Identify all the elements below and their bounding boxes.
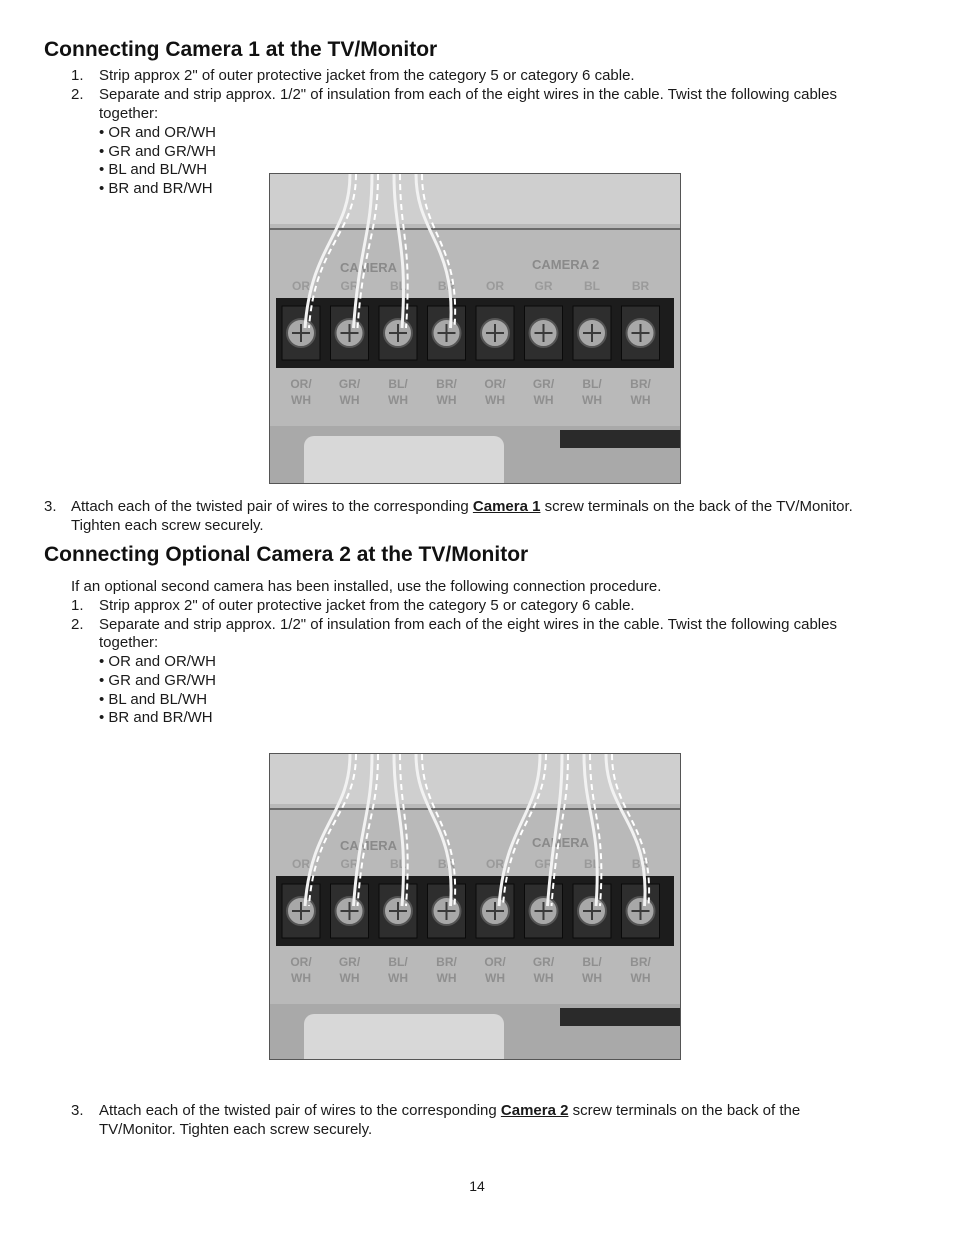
camera-2-group-label: CAMERA (532, 835, 590, 850)
terminal-bottom-label: WH (485, 971, 505, 985)
housing-cover (304, 1014, 504, 1059)
terminal-bottom-label: BL/ (582, 955, 602, 969)
terminal-top-label: GR (340, 857, 359, 871)
terminal-bottom-label: BR/ (630, 377, 651, 391)
terminal-bottom-label: WH (388, 393, 408, 407)
camera-1-emphasis: Camera 1 (472, 498, 541, 515)
terminal-bottom-label: BR/ (630, 955, 651, 969)
step-3-text: Attach each of the twisted pair of wires to the corresponding Camera 1 screw terminals on the back of the TV/Monitor. (71, 498, 853, 515)
camera-1-group-label: CAMERA (340, 260, 398, 275)
terminal-top-label: OR (486, 857, 504, 871)
step-1-number: 1. (71, 67, 84, 84)
terminal-bottom-label: BR/ (436, 955, 457, 969)
terminal-photo-camera-2 (269, 753, 681, 1060)
terminal-top-label: BR (631, 857, 650, 871)
terminal-bottom-label: OR/ (290, 955, 312, 969)
panel-upper-area (270, 754, 680, 804)
step-2-text-cont: together: (99, 105, 159, 122)
terminal-bottom-label: WH (582, 393, 602, 407)
camera-2-emphasis: Camera 2 (500, 1102, 569, 1119)
terminal-bottom-label: OR/ (290, 377, 312, 391)
step-2-text: Separate and strip approx. 1/2" of insulation from each of the eight wires in the cable. Twist the following cables (99, 86, 837, 103)
terminal-top-label: GR (534, 279, 553, 293)
panel-upper-area (270, 174, 680, 224)
terminal-bottom-label: WH (533, 393, 554, 407)
bullet-item: • BR and BR/WH (99, 709, 213, 726)
terminal-top-label: OR (486, 279, 504, 293)
camera-2-group-label: CAMERA 2 (532, 257, 600, 272)
terminal-bottom-label: BL/ (388, 377, 408, 391)
section-1-title: Connecting Camera 1 at the TV/Monitor (44, 38, 438, 61)
step-2-text: Separate and strip approx. 1/2" of insulation from each of the eight wires in the cable. Twist the following cables (99, 616, 837, 633)
terminal-bottom-label: BL/ (582, 377, 602, 391)
terminal-top-label: OR (292, 857, 310, 871)
step-3-number: 3. (71, 1102, 84, 1119)
section-2-intro: If an optional second camera has been installed, use the following connection procedure. (71, 578, 662, 595)
terminal-bottom-label: OR/ (484, 377, 506, 391)
step-2-text-cont: together: (99, 634, 159, 651)
bullet-item: • OR and OR/WH (99, 653, 216, 670)
step-2-number: 2. (71, 616, 84, 633)
terminal-bottom-label: WH (533, 971, 554, 985)
terminal-top-label: BL (584, 857, 600, 871)
terminal-bottom-label: WH (291, 393, 311, 407)
terminal-top-label: BL (390, 857, 406, 871)
terminal-bottom-label: BR/ (436, 377, 457, 391)
section-2-title: Connecting Optional Camera 2 at the TV/Monitor (44, 543, 529, 566)
terminal-bottom-label: GR/ (532, 955, 555, 969)
terminal-photo-camera-1 (269, 173, 681, 484)
terminal-bottom-label: WH (485, 393, 505, 407)
terminal-top-label: BL (584, 279, 600, 293)
bullet-item: • BL and BL/WH (99, 691, 208, 708)
terminal-top-label: BR (437, 857, 456, 871)
step-3-text: Attach each of the twisted pair of wires to the corresponding Camera 2 screw terminals on the back of the (99, 1102, 801, 1119)
step-2-number: 2. (71, 86, 84, 103)
terminal-bottom-label: WH (388, 971, 408, 985)
housing-slot (560, 1008, 680, 1026)
step-3-text-cont: TV/Monitor. Tighten each screw securely. (99, 1121, 373, 1138)
terminal-bottom-label: WH (436, 971, 457, 985)
terminal-bottom-label: GR/ (338, 377, 361, 391)
bullet-item: • BL and BL/WH (99, 161, 208, 178)
terminal-bottom-label: WH (291, 971, 311, 985)
terminal-top-label: BR (437, 279, 456, 293)
step-3-text-cont: Tighten each screw securely. (71, 517, 264, 534)
bullet-item: • OR and OR/WH (99, 124, 216, 141)
terminal-bottom-label: WH (436, 393, 457, 407)
step-1-text: Strip approx 2" of outer protective jacket from the category 5 or category 6 cable. (99, 597, 635, 614)
terminal-bottom-label: WH (630, 393, 651, 407)
bullet-item: • GR and GR/WH (99, 672, 216, 689)
terminal-top-label: OR (292, 279, 310, 293)
bullet-item: • BR and BR/WH (99, 180, 213, 197)
terminal-bottom-label: WH (339, 393, 360, 407)
terminal-top-label: GR (534, 857, 553, 871)
terminal-top-label: BR (631, 279, 650, 293)
housing-cover (304, 436, 504, 483)
terminal-bottom-label: OR/ (484, 955, 506, 969)
terminal-top-label: GR (340, 279, 359, 293)
step-1-number: 1. (71, 597, 84, 614)
terminal-bottom-label: WH (630, 971, 651, 985)
terminal-bottom-label: GR/ (338, 955, 361, 969)
step-3-number: 3. (44, 498, 57, 515)
terminal-top-label: BL (390, 279, 406, 293)
terminal-bottom-label: WH (339, 971, 360, 985)
camera-1-group-label: CAMERA (340, 838, 398, 853)
page-number: 14 (469, 1178, 485, 1194)
step-1-text: Strip approx 2" of outer protective jacket from the category 5 or category 6 cable. (99, 67, 635, 84)
housing-slot (560, 430, 680, 448)
terminal-bottom-label: WH (582, 971, 602, 985)
terminal-bottom-label: BL/ (388, 955, 408, 969)
bullet-item: • GR and GR/WH (99, 143, 216, 160)
terminal-bottom-label: GR/ (532, 377, 555, 391)
